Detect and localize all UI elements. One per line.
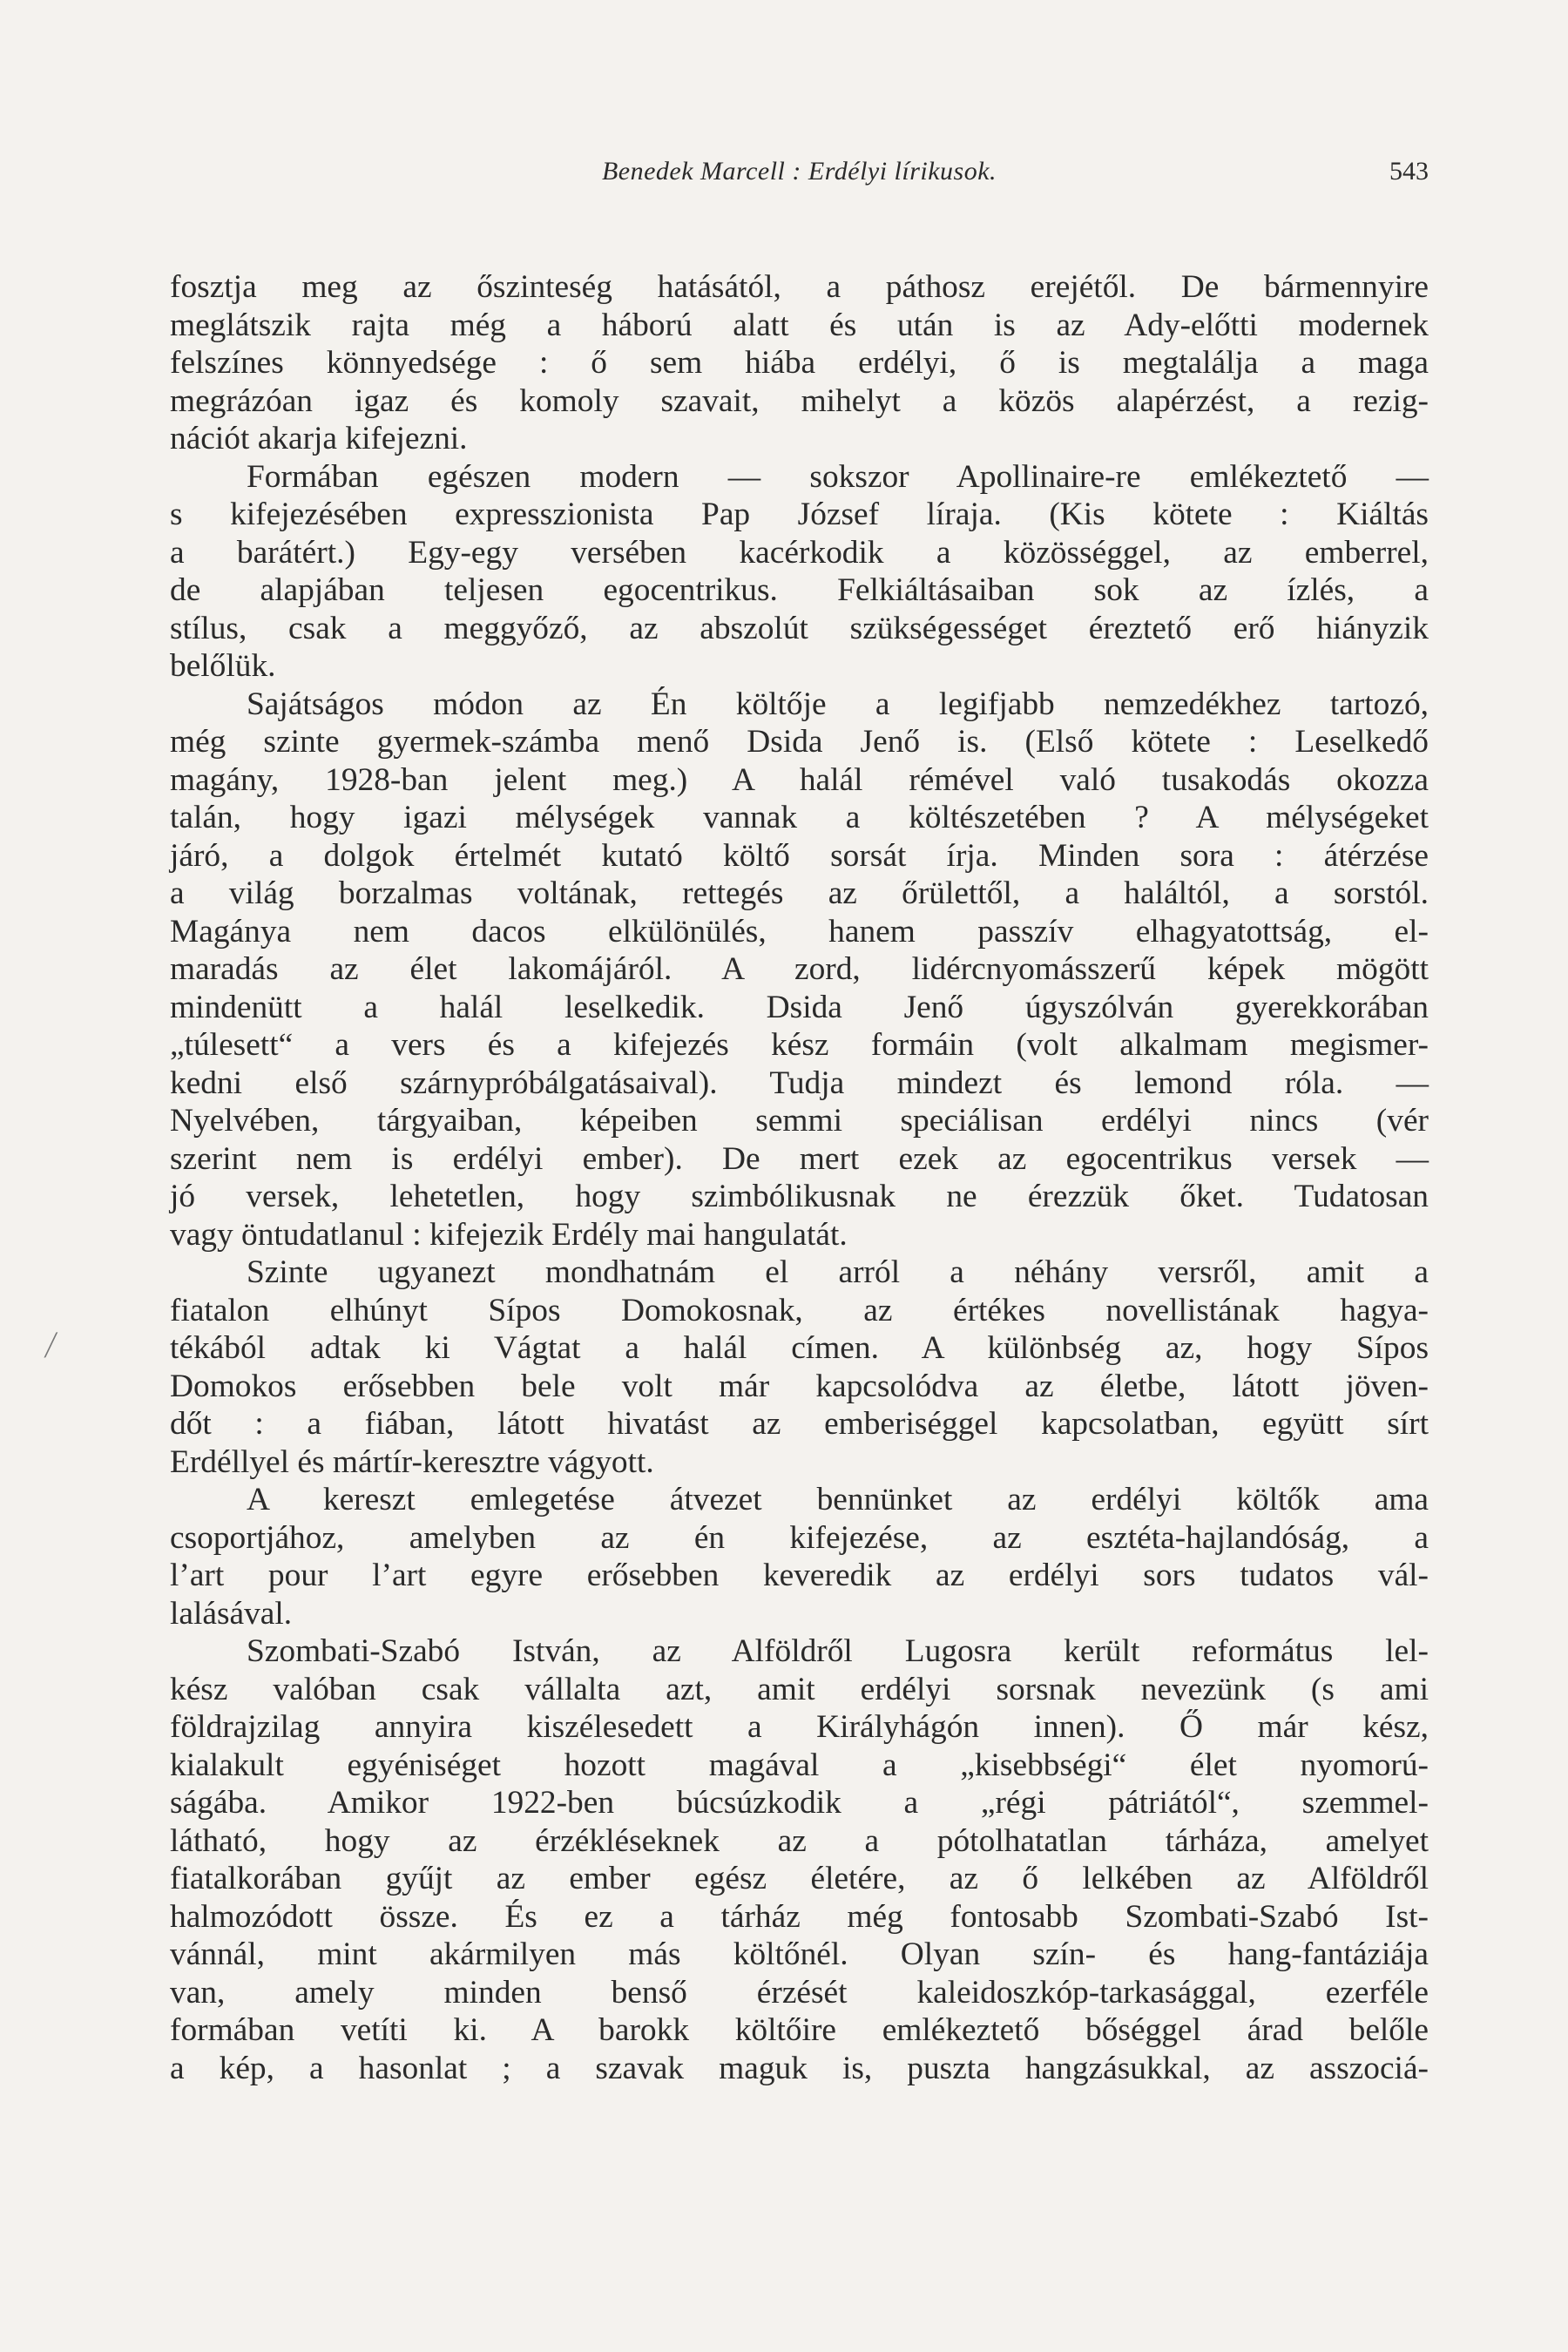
text-line: formában vetíti ki. A barokk költőire emlékeztető bőséggel árad belőle bbox=[170, 2012, 1429, 2048]
text-line: kész valóban csak vállalta azt, amit erdélyi sorsnak nevezünk (s ami bbox=[170, 1671, 1429, 1707]
text-line: szerint nem is erdélyi ember). De mert ezek az egocentrikus versek — bbox=[170, 1140, 1429, 1177]
text-line: földrajzilag annyira kiszélesedett a Királyhágón innen). Ő már kész, bbox=[170, 1709, 1429, 1745]
text-line: jó versek, lehetetlen, hogy szimbólikusnak ne érezzük őket. Tudatosan bbox=[170, 1179, 1429, 1214]
text-line: magány, 1928-ban jelent meg.) A halál rémével való tusakodás okozza bbox=[170, 761, 1429, 798]
text-line: kedni első szárnypróbálgatásaival). Tudja mindezt és lemond róla. — bbox=[170, 1064, 1429, 1101]
running-title: Benedek Marcell : Erdélyi lírikusok. bbox=[601, 157, 997, 186]
text-line: Nyelvében, tárgyaiban, képeiben semmi speciálisan erdélyi nincs (vér bbox=[170, 1103, 1429, 1139]
text-line: stílus, csak a meggyőző, az abszolút szükségességet éreztető erő hiányzik bbox=[170, 610, 1429, 646]
text-line: l’art pour l’art egyre erősebben keveredik az erdélyi sors tudatos vál- bbox=[170, 1558, 1429, 1593]
text-line: járó, a dolgok értelmét kutató költő sorsát írja. Minden sora : átérzése bbox=[170, 837, 1429, 874]
text-line: csoportjához, amelyben az én kifejezése, az esztéta-hajlandóság, a bbox=[170, 1519, 1429, 1556]
text-line: fiatalkorában gyűjt az ember egész életére, az ő lelkében az Alföldről bbox=[170, 1861, 1429, 1896]
text-line: vagy öntudatlanul : kifejezik Erdély mai hangulatát. bbox=[170, 1216, 848, 1253]
text-line: tékából adtak ki Vágtat a halál címen. A különbség az, hogy Sípos bbox=[170, 1330, 1429, 1366]
text-line: látható, hogy az érzékléseknek az a pótolhatatlan tárháza, amelyet bbox=[170, 1822, 1429, 1859]
text-line: maradás az élet lakomájáról. A zord, lidércnyomásszerű képek mögött bbox=[170, 951, 1429, 987]
text-line: Szombati-Szabó István, az Alföldről Lugosra került református lel- bbox=[247, 1633, 1429, 1669]
text-line: fosztja meg az őszinteség hatásától, a páthosz erejétől. De bármennyire bbox=[170, 269, 1429, 305]
text-line: s kifejezésében expresszionista Pap József líraja. (Kis kötete : Kiáltás bbox=[170, 497, 1429, 532]
text-line: lalásával. bbox=[170, 1595, 293, 1632]
text-line: van, amely minden benső érzését kaleidoszkóp-tarkasággal, ezerféle bbox=[170, 1974, 1429, 2011]
page-number: 543 bbox=[1389, 157, 1429, 186]
text-line: belőlük. bbox=[170, 648, 276, 684]
text-line: talán, hogy igazi mélységek vannak a költészetében ? A mélységeket bbox=[170, 800, 1429, 835]
text-line: fiatalon elhúnyt Sípos Domokosnak, az értékes novellistának hagya- bbox=[170, 1292, 1429, 1328]
margin-pencil-mark: ⁄ bbox=[44, 1324, 57, 1365]
running-header bbox=[170, 150, 1429, 193]
text-line: Formában egészen modern — sokszor Apollinaire-re emlékeztető — bbox=[247, 458, 1429, 495]
text-line: de alapjában teljesen egocentrikus. Felkiáltásaiban sok az ízlés, a bbox=[170, 572, 1429, 608]
text-line: mindenütt a halál leselkedik. Dsida Jenő úgyszólván gyerekkorában bbox=[170, 989, 1429, 1025]
text-line: kialakult egyéniséget hozott magával a „kisebbségi“ élet nyomorú- bbox=[170, 1747, 1429, 1783]
text-line: még szinte gyermek-számba menő Dsida Jenő is. (Első kötete : Leselkedő bbox=[170, 724, 1429, 760]
text-line: Domokos erősebben bele volt már kapcsolódva az életbe, látott jöven- bbox=[170, 1368, 1429, 1404]
text-line: halmozódott össze. És ez a tárház még fontosabb Szombati-Szabó Ist- bbox=[170, 1898, 1429, 1935]
text-line: A kereszt emlegetése átvezet bennünket az erdélyi költők ama bbox=[247, 1482, 1429, 1517]
text-line: Sajátságos módon az Én költője a legifjabb nemzedékhez tartozó, bbox=[247, 686, 1429, 722]
text-line: Erdéllyel és mártír-keresztre vágyott. bbox=[170, 1443, 654, 1480]
text-line: Magánya nem dacos elkülönülés, hanem passzív elhagyatottság, el- bbox=[170, 913, 1429, 950]
body-text bbox=[170, 268, 1429, 2087]
text-line: nációt akarja kifejezni. bbox=[170, 421, 468, 456]
text-line: Szinte ugyanezt mondhatnám el arról a néhány versről, amit a bbox=[247, 1254, 1429, 1290]
text-line: meglátszik rajta még a háború alatt és után is az Ady-előtti modernek bbox=[170, 307, 1429, 343]
text-line: a világ borzalmas voltának, rettegés az őrülettől, a haláltól, a sorstól. bbox=[170, 875, 1429, 911]
text-line: a barátért.) Egy-egy versében kacérkodik a közösséggel, az emberrel, bbox=[170, 534, 1429, 571]
text-line: vánnál, mint akármilyen más költőnél. Olyan szín- és hang-fantáziája bbox=[170, 1936, 1429, 1972]
text-line: ságába. Amikor 1922-ben búcsúzkodik a „régi pátriától“, szemmel- bbox=[170, 1785, 1429, 1821]
text-line: a kép, a hasonlat ; a szavak maguk is, puszta hangzásukkal, az asszociá- bbox=[170, 2050, 1429, 2086]
text-line: „túlesett“ a vers és a kifejezés kész formáin (volt alkalmam megismer- bbox=[170, 1027, 1429, 1063]
text-line: dőt : a fiában, látott hivatást az emberiséggel kapcsolatban, együtt sírt bbox=[170, 1406, 1429, 1442]
text-line: megrázóan igaz és komoly szavait, mihelyt a közös alapérzést, a rezig- bbox=[170, 382, 1429, 419]
text-line: felszínes könnyedsége : ő sem hiába erdélyi, ő is megtalálja a maga bbox=[170, 345, 1429, 381]
